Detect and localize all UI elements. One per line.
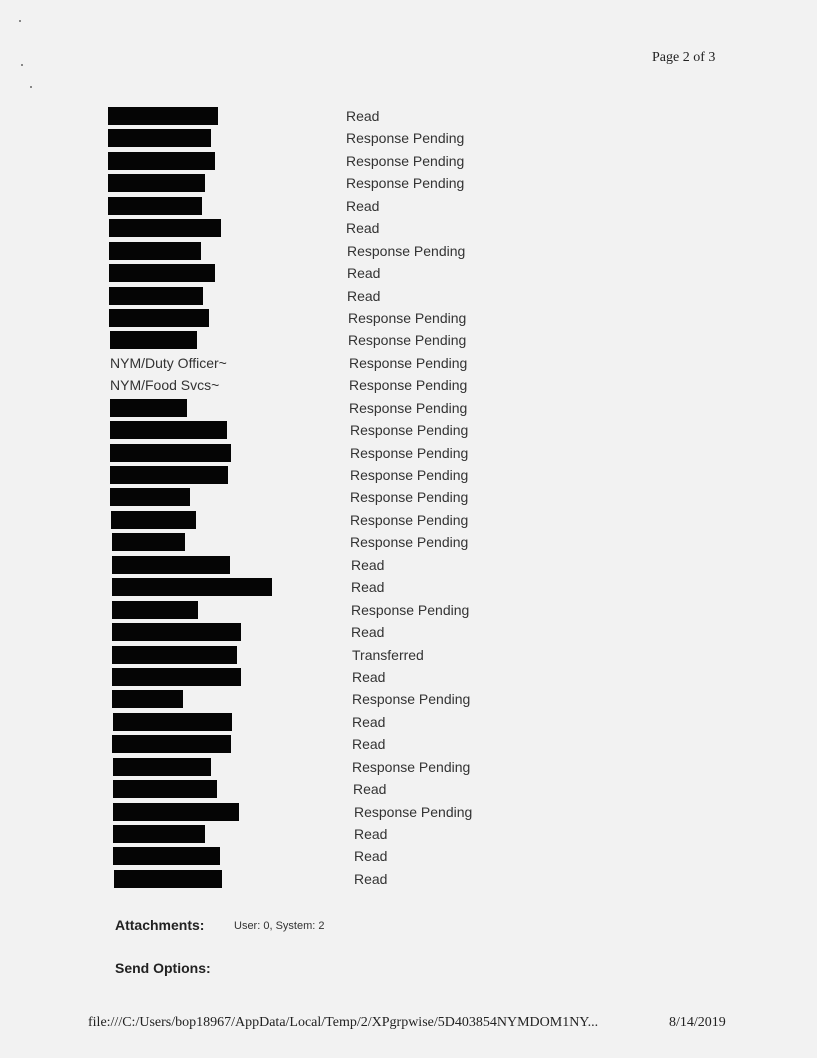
list-item (0, 442, 817, 464)
redaction-bar (108, 129, 211, 147)
attachments-label: Attachments: (115, 917, 205, 933)
list-item (0, 172, 817, 194)
redaction-bar (111, 511, 196, 529)
redaction-bar (112, 578, 272, 596)
delivery-status: Response Pending (350, 444, 469, 461)
delivery-status: Read (352, 736, 386, 753)
delivery-status: Response Pending (351, 601, 470, 618)
delivery-status: Response Pending (354, 803, 473, 820)
footer-file-path: file:///C:/Users/bop18967/AppData/Local/Temp/2/XPgrpwise/5D403854NYMDOM1NY... (88, 1015, 599, 1030)
delivery-status: Read (354, 826, 388, 842)
list-item (0, 419, 817, 441)
redaction-bar (114, 870, 222, 888)
delivery-status: Response Pending (352, 691, 471, 708)
delivery-status: Response Pending (350, 422, 469, 439)
list-item (0, 756, 817, 778)
list-item (0, 486, 817, 508)
list-item (0, 711, 817, 733)
list-item (0, 464, 817, 486)
delivery-status: Response Pending (346, 130, 465, 147)
delivery-status: Read (346, 197, 380, 214)
redaction-bar (112, 601, 198, 619)
delivery-status: Read (353, 781, 387, 798)
list-item (0, 397, 817, 419)
delivery-status: Response Pending (349, 377, 468, 394)
delivery-status: Response Pending (349, 399, 468, 416)
list-item (0, 127, 817, 149)
delivery-status: Response Pending (350, 511, 469, 528)
redaction-bar (110, 399, 187, 417)
redaction-bar (110, 444, 231, 462)
redaction-bar (108, 174, 205, 192)
list-item (0, 285, 817, 307)
redaction-bar (112, 623, 241, 641)
send-options-label: Send Options: (115, 960, 211, 976)
scan-speck (19, 20, 21, 22)
redaction-bar (108, 152, 215, 170)
recipient-name: NYM/Food Svcs~ (110, 377, 220, 394)
redaction-bar (112, 690, 183, 708)
delivery-status: Read (347, 287, 381, 304)
delivery-status: Response Pending (350, 489, 469, 506)
redaction-bar (110, 421, 227, 439)
redaction-bar (113, 713, 232, 731)
list-item (0, 868, 817, 890)
delivery-status: Read (346, 220, 380, 237)
list-item (0, 509, 817, 531)
delivery-status: Read (352, 668, 386, 685)
redaction-bar (113, 758, 211, 776)
list-item (0, 150, 817, 172)
delivery-status: Response Pending (346, 152, 465, 169)
redaction-bar (110, 466, 228, 484)
list-item (0, 801, 817, 823)
scan-speck (21, 64, 23, 66)
delivery-status: Response Pending (348, 309, 467, 326)
delivery-status: Read (346, 108, 380, 124)
delivery-status: Response Pending (352, 758, 471, 775)
list-item (0, 845, 817, 867)
list-item (0, 195, 817, 217)
delivery-status: Transferred (352, 646, 424, 663)
redaction-bar (109, 309, 209, 327)
redaction-bar (113, 847, 220, 865)
list-item (0, 688, 817, 710)
list-item (0, 666, 817, 688)
list-item (0, 329, 817, 351)
delivery-status: Read (351, 556, 385, 573)
redaction-bar (108, 197, 202, 215)
delivery-status: Read (352, 713, 386, 730)
delivery-status: Read (347, 265, 381, 282)
page-number: Page 2 of 3 (652, 50, 716, 65)
list-item (0, 554, 817, 576)
redaction-bar (112, 556, 230, 574)
footer-date: 8/14/2019 (669, 1015, 726, 1030)
redaction-bar (108, 107, 218, 125)
list-item (0, 599, 817, 621)
list-item (0, 644, 817, 666)
redaction-bar (112, 533, 185, 551)
delivery-status: Response Pending (347, 242, 466, 259)
redaction-bar (109, 264, 215, 282)
list-item (0, 105, 817, 127)
list-item (0, 240, 817, 262)
list-item (0, 778, 817, 800)
delivery-status: Response Pending (348, 332, 467, 349)
list-item (0, 823, 817, 845)
delivery-status: Response Pending (346, 175, 465, 192)
list-item (0, 307, 817, 329)
list-item (0, 733, 817, 755)
redaction-bar (112, 668, 241, 686)
list-item (0, 352, 817, 374)
delivery-status: Read (351, 624, 385, 641)
redaction-bar (112, 646, 237, 664)
redaction-bar (113, 780, 217, 798)
delivery-status: Read (354, 870, 388, 887)
delivery-status: Read (354, 848, 388, 865)
recipient-status-list (0, 105, 817, 890)
list-item (0, 374, 817, 396)
redaction-bar (109, 287, 203, 305)
delivery-status: Read (351, 579, 385, 596)
list-item (0, 262, 817, 284)
delivery-status: Response Pending (350, 467, 469, 483)
list-item (0, 531, 817, 553)
redaction-bar (113, 803, 239, 821)
redaction-bar (112, 735, 231, 753)
redaction-bar (110, 331, 197, 349)
delivery-status: Response Pending (349, 354, 468, 371)
redaction-bar (109, 242, 201, 260)
redaction-bar (113, 825, 205, 843)
list-item (0, 576, 817, 598)
redaction-bar (109, 219, 221, 237)
delivery-status: Response Pending (350, 534, 469, 551)
list-item (0, 621, 817, 643)
list-item (0, 217, 817, 239)
scan-speck (30, 86, 32, 88)
recipient-name: NYM/Duty Officer~ (110, 354, 227, 371)
attachments-value: User: 0, System: 2 (234, 920, 325, 932)
redaction-bar (110, 488, 190, 506)
